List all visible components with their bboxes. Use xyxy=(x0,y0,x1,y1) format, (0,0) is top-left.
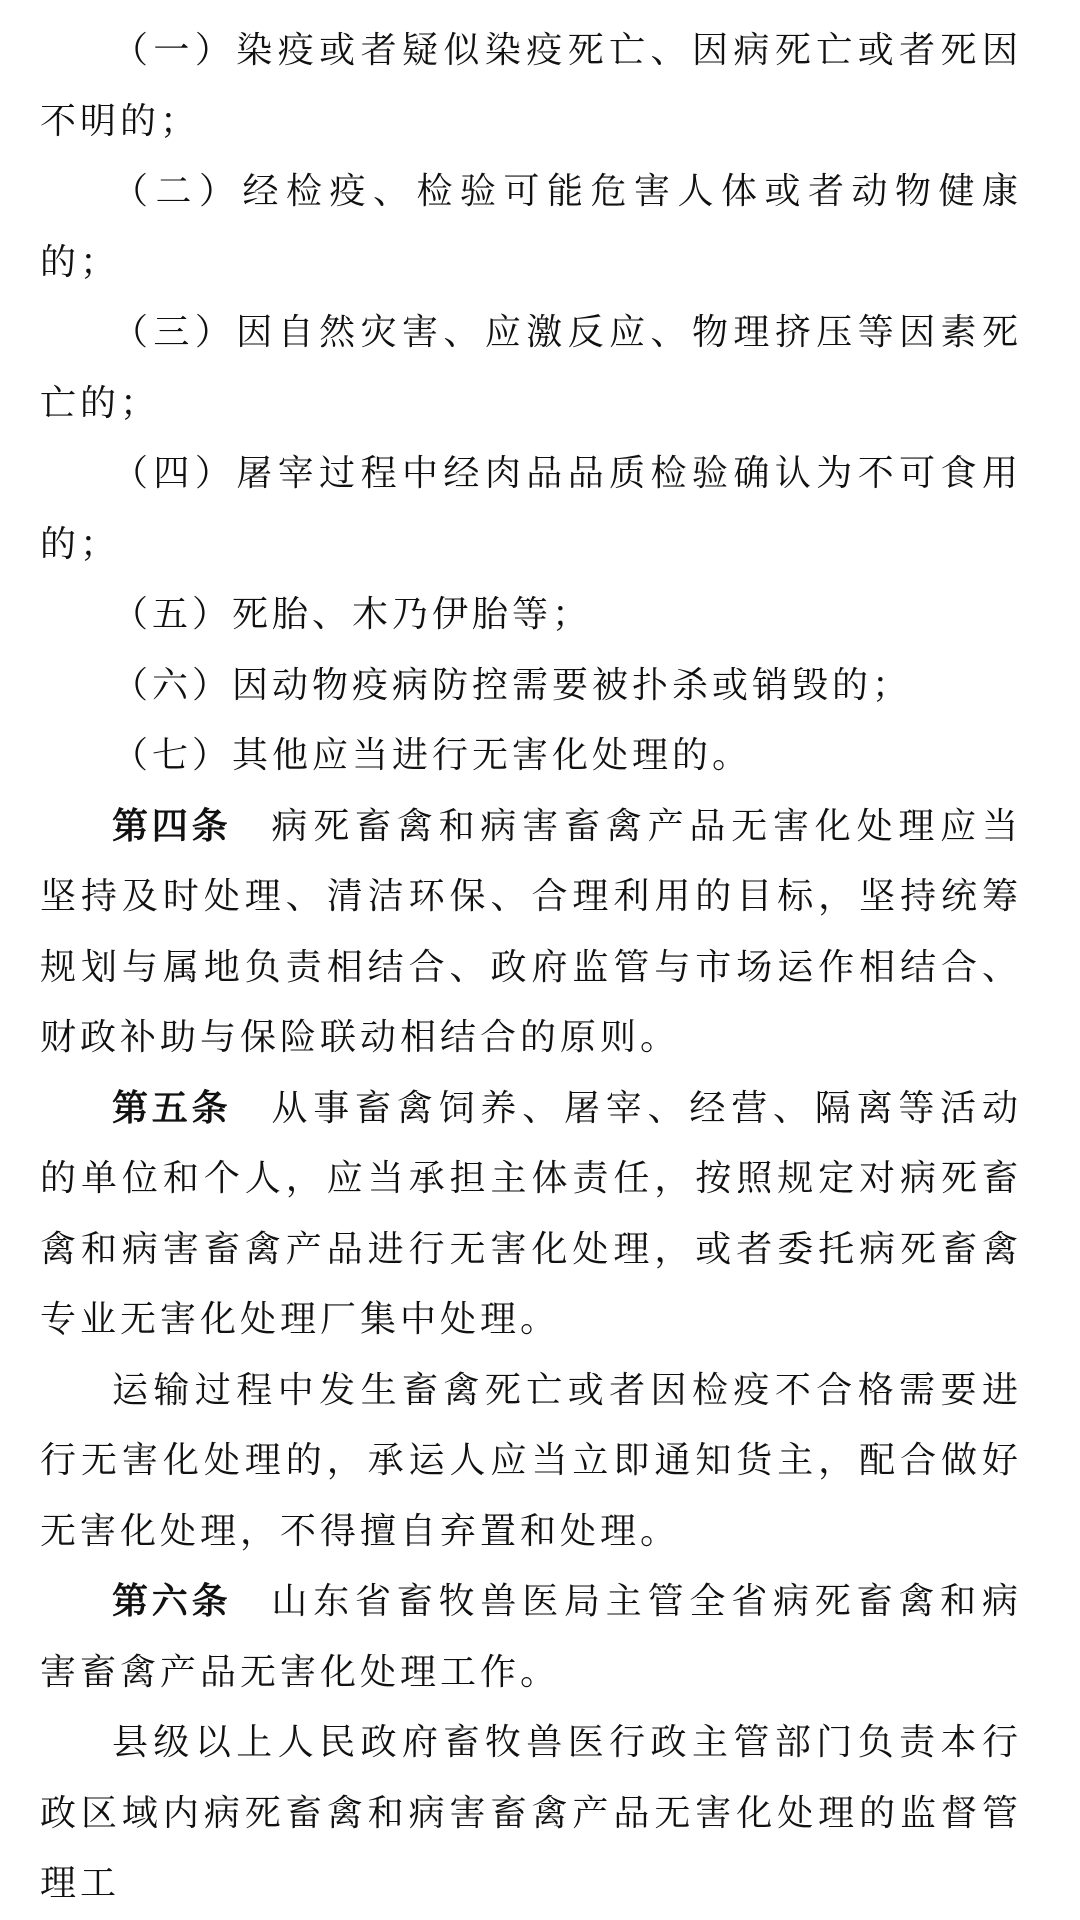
list-item-4: （四）屠宰过程中经肉品品质检验确认为不可食用的； xyxy=(40,453,1022,565)
article-6-text: 山东省畜牧兽医局主管全省病死畜禽和病害畜禽产品无害化处理工作。 xyxy=(40,1581,1022,1693)
article-5 xyxy=(40,1074,1022,1356)
list-item-3: （三）因自然灾害、应激反应、物理挤压等因素死亡的； xyxy=(40,312,1022,424)
article-5-text: 从事畜禽饲养、屠宰、经营、隔离等活动的单位和个人，应当承担主体责任，按照规定对病死畜禽和病害畜禽产品进行无害化处理，或者委托病死畜禽专业无害化处理厂集中处理。 xyxy=(40,1087,1022,1340)
article-4-text: 病死畜禽和病害畜禽产品无害化处理应当坚持及时处理、清洁环保、合理利用的目标，坚持统筹规划与属地负责相结合、政府监管与市场运作相结合、财政补助与保险联动相结合的原则。 xyxy=(40,805,1022,1058)
list-item-2: （二）经检疫、检验可能危害人体或者动物健康的； xyxy=(40,171,1022,283)
list-item-1: （一）染疫或者疑似染疫死亡、因病死亡或者死因不明的； xyxy=(40,30,1022,142)
article-6-number: 第六条 xyxy=(112,1581,232,1622)
article-5-paragraph-2: 运输过程中发生畜禽死亡或者因检疫不合格需要进行无害化处理的，承运人应当立即通知货主，配合做好无害化处理，不得擅自弃置和处理。 xyxy=(40,1369,1022,1552)
article-5-number: 第五条 xyxy=(112,1087,232,1129)
article-4 xyxy=(40,792,1022,1074)
article-6-paragraph-2: 县级以上人民政府畜牧兽医行政主管部门负责本行政区域内病死畜禽和病害畜禽产品无害化处理的监督管理工 xyxy=(40,1722,1022,1904)
article-4-number: 第四条 xyxy=(112,805,232,847)
list-item-7: （七）其他应当进行无害化处理的。 xyxy=(112,735,753,776)
article-6 xyxy=(40,1567,1022,1708)
list-item-5: （五）死胎、木乃伊胎等； xyxy=(112,594,593,635)
list-item-6: （六）因动物疫病防控需要被扑杀或销毁的； xyxy=(112,664,913,706)
